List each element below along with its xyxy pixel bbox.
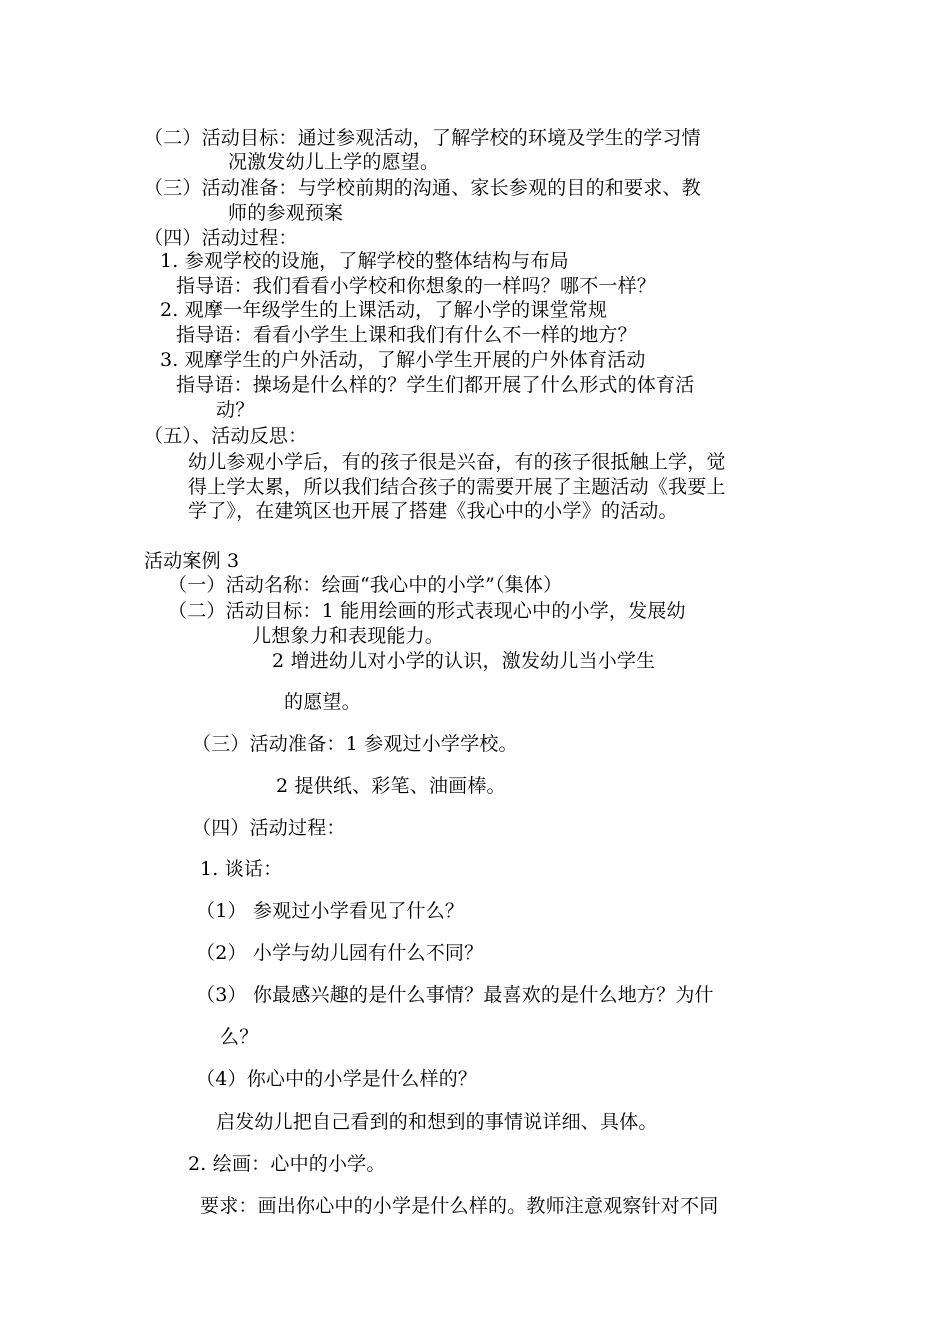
text-line: 动？ <box>216 399 255 421</box>
text-line: 儿想象力和表现能力。 <box>252 625 445 647</box>
text-line: 1. 谈话： <box>200 858 283 880</box>
text-line: 学了》，在建筑区也开展了搭建《我心中的小学》的活动。 <box>188 500 678 522</box>
text-line: （五）、活动反思： <box>144 425 308 447</box>
text-line: 1. 参观学校的设施，了解学校的整体结构与布局 <box>160 250 569 272</box>
text-line: 2. 绘画：心中的小学。 <box>188 1153 386 1175</box>
text-line: 么？ <box>220 1026 259 1048</box>
text-line: （二）活动目标：通过参观活动，了解学校的环境及学生的学习情 <box>144 127 701 149</box>
text-line: 要求：画出你心中的小学是什么样的。教师注意观察针对不同 <box>200 1195 719 1217</box>
text-line: 指导语：我们看看小学校和你想象的一样吗？哪不一样？ <box>176 275 657 297</box>
text-line: （1） 参观过小学看见了什么？ <box>196 900 465 922</box>
text-line: 得上学太累，所以我们结合孩子的需要开展了主题活动《我要上 <box>188 476 726 498</box>
text-line: 2 增进幼儿对小学的认识，激发幼儿当小学生 <box>272 650 656 672</box>
text-line: 况激发幼儿上学的愿望。 <box>228 151 440 173</box>
text-line: （三）活动准备：与学校前期的沟通、家长参观的目的和要求、教 <box>144 177 701 199</box>
section-heading: 活动案例 3 <box>144 550 240 572</box>
text-line: 的愿望。 <box>284 691 361 713</box>
text-line: 2. 观摩一年级学生的上课活动，了解小学的课堂常规 <box>160 299 608 321</box>
text-line: （二）活动目标：1 能用绘画的形式表现心中的小学，发展幼 <box>168 600 686 622</box>
text-line: 启发幼儿把自己看到的和想到的事情说详细、具体。 <box>216 1111 658 1133</box>
text-line: 幼儿参观小学后，有的孩子很是兴奋，有的孩子很抵触上学，觉 <box>188 451 726 473</box>
text-line: （3） 你最感兴趣的是什么事情？最喜欢的是什么地方？为什 <box>196 984 714 1006</box>
text-line: 指导语：操场是什么样的？学生们都开展了什么形式的体育活 <box>176 374 695 396</box>
text-line: （四）活动过程： <box>144 227 298 249</box>
text-line: 2 提供纸、彩笔、油画棒。 <box>276 775 506 797</box>
text-line: 师的参观预案 <box>228 202 344 224</box>
text-line: 指导语：看看小学生上课和我们有什么不一样的地方？ <box>176 324 637 346</box>
text-line: 3. 观摩学生的户外活动，了解小学生开展的户外体育活动 <box>160 349 646 371</box>
text-line: （三）活动准备：1 参观过小学学校。 <box>192 733 518 755</box>
text-line: （4）你心中的小学是什么样的？ <box>196 1068 478 1090</box>
text-line: （一）活动名称：绘画“我心中的小学”（集体） <box>168 574 563 596</box>
text-line: （2） 小学与幼儿园有什么不同？ <box>196 942 484 964</box>
text-line: （四）活动过程： <box>192 817 346 839</box>
